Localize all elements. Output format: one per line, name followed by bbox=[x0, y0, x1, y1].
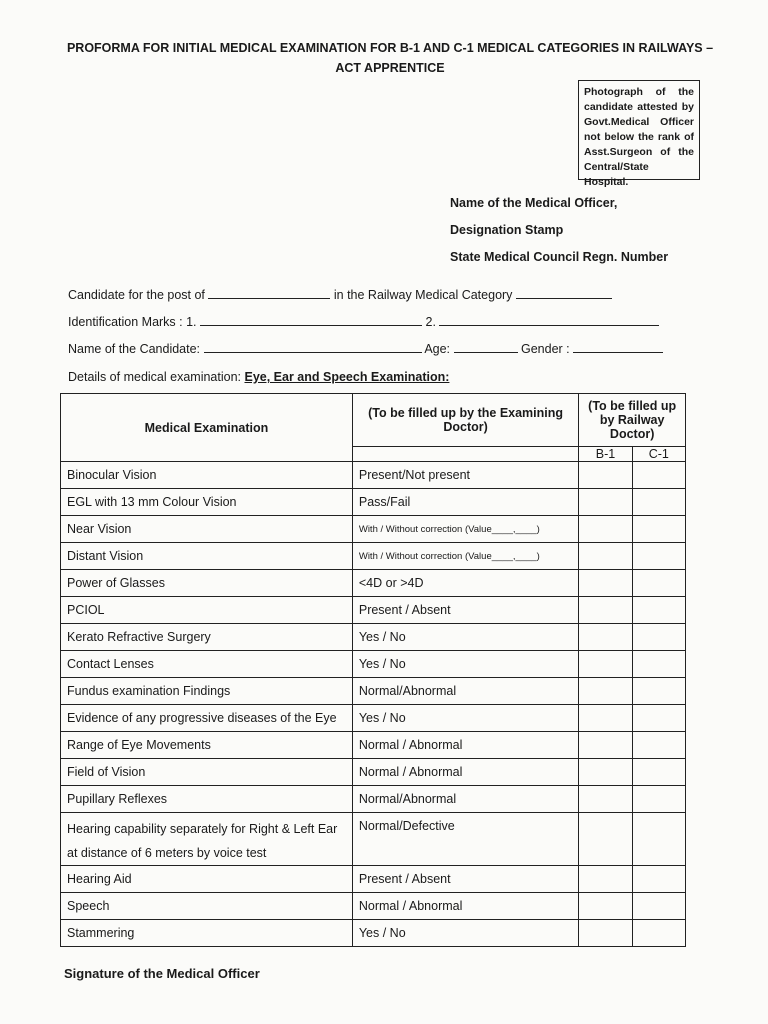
c1-cell[interactable] bbox=[632, 624, 685, 651]
table-row bbox=[61, 893, 686, 920]
exam-name: Speech bbox=[61, 893, 353, 920]
c1-cell[interactable] bbox=[632, 786, 685, 813]
candidate-name-label: Name of the Candidate: bbox=[68, 342, 201, 356]
table-row bbox=[61, 759, 686, 786]
table-row bbox=[61, 597, 686, 624]
identification-label: Identification Marks : 1. bbox=[68, 315, 197, 329]
officer-name-label: Name of the Medical Officer, bbox=[450, 196, 618, 210]
table-row bbox=[61, 543, 686, 570]
c1-cell[interactable] bbox=[632, 759, 685, 786]
table-row bbox=[61, 489, 686, 516]
b1-cell[interactable] bbox=[579, 678, 632, 705]
exam-name: EGL with 13 mm Colour Vision bbox=[61, 489, 353, 516]
identification-field-1[interactable] bbox=[200, 313, 422, 326]
exam-value[interactable]: Normal/Abnormal bbox=[352, 678, 578, 705]
exam-value[interactable]: Normal / Abnormal bbox=[352, 732, 578, 759]
b1-cell[interactable] bbox=[579, 624, 632, 651]
exam-name: PCIOL bbox=[61, 597, 353, 624]
post-row bbox=[68, 286, 688, 313]
subheader-blank bbox=[352, 447, 578, 462]
c1-cell[interactable] bbox=[632, 678, 685, 705]
table-row bbox=[61, 813, 686, 866]
exam-value[interactable]: Present / Absent bbox=[352, 597, 578, 624]
exam-table bbox=[60, 393, 686, 947]
post-label: Candidate for the post of bbox=[68, 288, 205, 302]
candidate-fields bbox=[68, 286, 688, 367]
c1-cell[interactable] bbox=[632, 705, 685, 732]
photo-box: Photograph of the candidate attested by Govt.Medical Officer not below the rank of Asst.Surgeon of the Central/State Hospital. bbox=[578, 80, 700, 180]
b1-cell[interactable] bbox=[579, 543, 632, 570]
details-heading bbox=[68, 370, 449, 384]
b1-cell[interactable] bbox=[579, 570, 632, 597]
exam-value[interactable]: Yes / No bbox=[352, 705, 578, 732]
b1-cell[interactable] bbox=[579, 489, 632, 516]
b1-cell[interactable] bbox=[579, 813, 632, 866]
exam-value[interactable]: With / Without correction (Value____,____) bbox=[352, 543, 578, 570]
b1-cell[interactable] bbox=[579, 597, 632, 624]
exam-value[interactable]: Yes / No bbox=[352, 651, 578, 678]
table-header-row bbox=[61, 394, 686, 447]
details-prefix: Details of medical examination: bbox=[68, 370, 241, 384]
exam-name: Hearing capability separately for Right & Left Ear at distance of 6 meters by voice test bbox=[61, 813, 353, 866]
header-c1: C-1 bbox=[632, 447, 685, 462]
exam-name: Near Vision bbox=[61, 516, 353, 543]
exam-name: Evidence of any progressive diseases of the Eye bbox=[61, 705, 353, 732]
exam-name: Range of Eye Movements bbox=[61, 732, 353, 759]
exam-name: Kerato Refractive Surgery bbox=[61, 624, 353, 651]
c1-cell[interactable] bbox=[632, 813, 685, 866]
b1-cell[interactable] bbox=[579, 786, 632, 813]
gender-label: Gender : bbox=[521, 342, 570, 356]
exam-name: Fundus examination Findings bbox=[61, 678, 353, 705]
c1-cell[interactable] bbox=[632, 732, 685, 759]
category-label: in the Railway Medical Category bbox=[333, 288, 513, 302]
table-row bbox=[61, 651, 686, 678]
title-line-1: PROFORMA FOR INITIAL MEDICAL EXAMINATION FOR B-1 AND C-1 MEDICAL CATEGORIES IN RAILWAYS – bbox=[66, 41, 714, 55]
c1-cell[interactable] bbox=[632, 570, 685, 597]
table-row bbox=[61, 516, 686, 543]
header-examining-doctor: (To be filled up by the Examining Doctor) bbox=[352, 394, 578, 447]
table-row bbox=[61, 786, 686, 813]
b1-cell[interactable] bbox=[579, 866, 632, 893]
header-b1: B-1 bbox=[579, 447, 632, 462]
b1-cell[interactable] bbox=[579, 920, 632, 947]
age-label: Age: bbox=[424, 342, 451, 356]
identification-row bbox=[68, 313, 688, 340]
b1-cell[interactable] bbox=[579, 732, 632, 759]
b1-cell[interactable] bbox=[579, 759, 632, 786]
exam-value[interactable]: Yes / No bbox=[352, 624, 578, 651]
form-title bbox=[40, 38, 740, 78]
c1-cell[interactable] bbox=[632, 597, 685, 624]
header-medical-examination: Medical Examination bbox=[61, 394, 353, 462]
b1-cell[interactable] bbox=[579, 705, 632, 732]
b1-cell[interactable] bbox=[579, 893, 632, 920]
c1-cell[interactable] bbox=[632, 893, 685, 920]
designation-stamp-label: Designation Stamp bbox=[450, 223, 564, 237]
exam-value[interactable]: Normal / Abnormal bbox=[352, 893, 578, 920]
exam-value[interactable]: Present/Not present bbox=[352, 462, 578, 489]
exam-name: Pupillary Reflexes bbox=[61, 786, 353, 813]
category-field[interactable] bbox=[516, 286, 612, 299]
b1-cell[interactable] bbox=[579, 516, 632, 543]
table-row bbox=[61, 920, 686, 947]
gender-field[interactable] bbox=[573, 340, 663, 353]
exam-name: Distant Vision bbox=[61, 543, 353, 570]
exam-name: Field of Vision bbox=[61, 759, 353, 786]
table-row bbox=[61, 732, 686, 759]
exam-name: Hearing Aid bbox=[61, 866, 353, 893]
c1-cell[interactable] bbox=[632, 920, 685, 947]
exam-name: Power of Glasses bbox=[61, 570, 353, 597]
exam-name: Binocular Vision bbox=[61, 462, 353, 489]
c1-cell[interactable] bbox=[632, 489, 685, 516]
regn-number-label: State Medical Council Regn. Number bbox=[450, 250, 669, 264]
table-row bbox=[61, 462, 686, 489]
table-row bbox=[61, 624, 686, 651]
exam-value[interactable]: Yes / No bbox=[352, 920, 578, 947]
header-railway-doctor: (To be filled up by Railway Doctor) bbox=[579, 394, 686, 447]
b1-cell[interactable] bbox=[579, 462, 632, 489]
exam-value[interactable]: Pass/Fail bbox=[352, 489, 578, 516]
exam-value[interactable]: Present / Absent bbox=[352, 866, 578, 893]
table-row bbox=[61, 705, 686, 732]
c1-cell[interactable] bbox=[632, 651, 685, 678]
b1-cell[interactable] bbox=[579, 651, 632, 678]
exam-name: Contact Lenses bbox=[61, 651, 353, 678]
table-row bbox=[61, 570, 686, 597]
table-row bbox=[61, 866, 686, 893]
post-field[interactable] bbox=[208, 286, 330, 299]
signature-label: Signature of the Medical Officer bbox=[64, 966, 260, 981]
exam-value[interactable]: <4D or >4D bbox=[352, 570, 578, 597]
candidate-name-field[interactable] bbox=[204, 340, 422, 353]
table-row bbox=[61, 678, 686, 705]
c1-cell[interactable] bbox=[632, 543, 685, 570]
c1-cell[interactable] bbox=[632, 516, 685, 543]
c1-cell[interactable] bbox=[632, 866, 685, 893]
exam-value[interactable]: With / Without correction (Value____,____) bbox=[352, 516, 578, 543]
exam-value[interactable]: Normal/Abnormal bbox=[352, 786, 578, 813]
exam-value[interactable]: Normal/Defective bbox=[352, 813, 578, 866]
medical-officer-block bbox=[450, 196, 668, 277]
details-emphasis: Eye, Ear and Speech Examination: bbox=[244, 370, 450, 384]
identification-field-2[interactable] bbox=[439, 313, 659, 326]
age-field[interactable] bbox=[454, 340, 518, 353]
candidate-name-row bbox=[68, 340, 688, 367]
c1-cell[interactable] bbox=[632, 462, 685, 489]
identification-2-label: 2. bbox=[425, 315, 436, 329]
exam-name: Stammering bbox=[61, 920, 353, 947]
exam-value[interactable]: Normal / Abnormal bbox=[352, 759, 578, 786]
title-line-2: ACT APPRENTICE bbox=[335, 61, 445, 75]
